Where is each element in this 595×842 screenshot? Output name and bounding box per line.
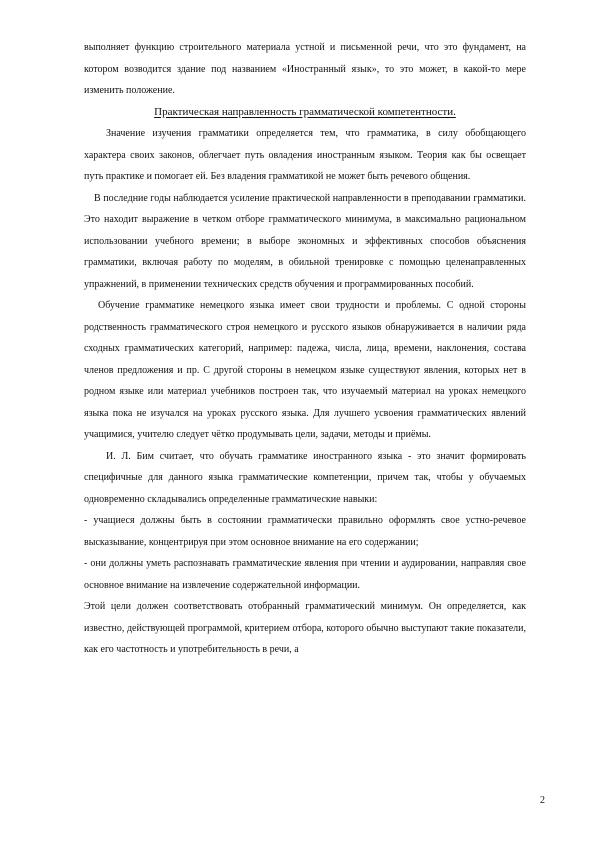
section-heading: Практическая направленность грамматической компетентности. [154, 105, 456, 118]
list-item-speaking: - учащиеся должны быть в состоянии грамматически правильно оформлять свое устно-речевое высказывание, концентрируя при этом основное внимание на его содержании; [84, 515, 526, 548]
paragraph-bim-opinion: И. Л. Бим считает, что обучать грамматике иностранного языка - это значит формировать специфичные для данного языка грамматические компетенции, причем так, чтобы у обучаемых одновременно складывались определенные грамматические навыки: [84, 450, 526, 505]
page-number: 2 [540, 795, 545, 806]
paragraph-practical-orientation: В последние годы наблюдается усиление практической направленности в преподавании грамматики. Это находит выражение в четком отборе грамматического минимума, в максимально рациональном использовании учебного времени; в выборе экономных и эффективных способов объяснения грамматики, включая работу по моделям, в обильной тренировке с помощью целенаправленных упражнений, в применении технических средств обучения и программированных пособий. [84, 192, 526, 290]
list-item-reading: - они должны уметь распознавать грамматические явления при чтении и аудировании, направляя свое основное внимание на извлечение содержательной информации. [84, 558, 526, 591]
paragraph-grammar-importance: Значение изучения грамматики определяется тем, что грамматика, в силу обобщающего характера своих законов, облегчает путь овладения иностранным языком. Теория как бы освещает путь практике и помогает ей. Без владения грамматикой не может быть речевого общения. [84, 128, 526, 182]
paragraph-continuation: выполняет функцию строительного материала устной и письменной речи, что это фундамент, на котором возводится здание под названием «Иностранный язык», то это может, в какой-то мере изменить положение. [84, 42, 526, 96]
paragraph-german-grammar: Обучение грамматике немецкого языка имеет свои трудности и проблемы. С одной стороны родственность грамматического строя немецкого и русского языков обнаруживается в наличии ряда сходных грамматических категорий, например: падежа, числа, лица, времени, наклонения, состава членов предложения и пр. С другой стороны в немецком языке существуют явления, которых нет в родном языке или материал учебников построен так, что изучаемый материал на уроках немецкого языка пока не изучался на уроках русского языка. Для лучшего усвоения грамматических явлений учащимися, учителю следует чётко продумывать цели, задачи, методы и приёмы. [84, 300, 526, 440]
document-body [84, 37, 526, 661]
paragraph-grammar-minimum: Этой цели должен соответствовать отобранный грамматический минимум. Он определяется, как известно, действующей программой, критерием отбора, которого обычно выступают такие показатели, как его частотность и употребительность в речи, а [84, 601, 526, 655]
